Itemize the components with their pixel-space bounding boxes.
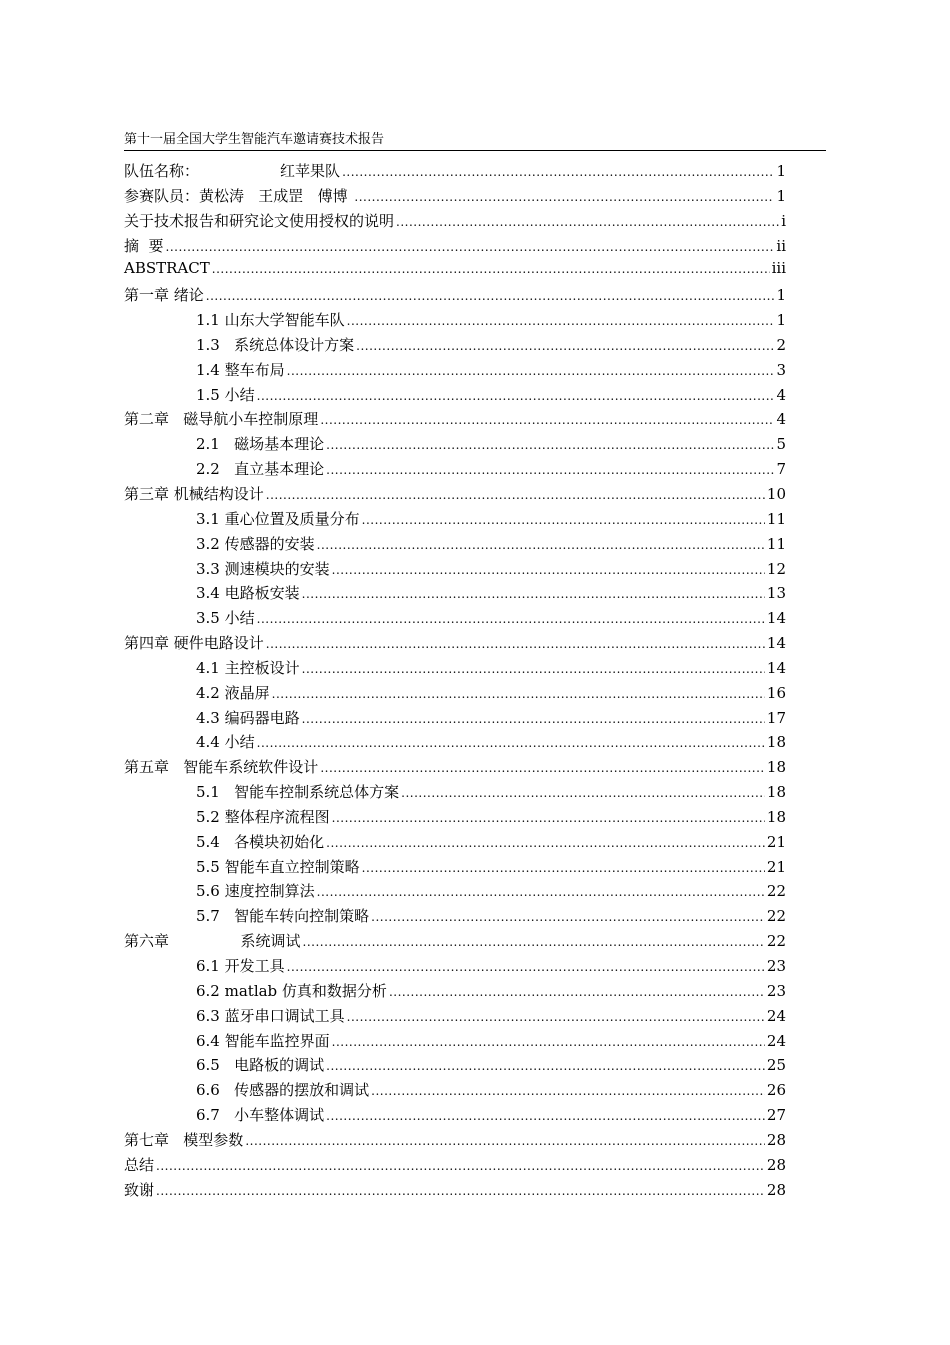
toc-entry-title: 6.2 matlab 仿真和数据分析: [196, 981, 387, 1000]
toc-entry-title: 6.3 蓝牙串口调试工具: [196, 1006, 345, 1025]
toc-entry-title: 2.2 直立基本理论: [196, 460, 325, 479]
toc-entry-title: ABSTRACT: [124, 259, 210, 278]
toc-dot-leader: [326, 1059, 765, 1073]
toc-chapter-entry[interactable]: [124, 632, 786, 657]
toc-entry-title: 致谢: [124, 1180, 155, 1199]
toc-chapter-entry[interactable]: [124, 160, 786, 185]
toc-dot-leader: [317, 538, 765, 552]
toc-section-entry[interactable]: [124, 309, 786, 334]
toc-dot-leader: [332, 811, 765, 825]
toc-page-number: 2: [776, 335, 786, 354]
toc-section-entry[interactable]: [124, 533, 786, 558]
toc-section-entry[interactable]: [124, 558, 786, 583]
toc-chapter-entry[interactable]: [124, 1179, 786, 1204]
toc-dot-leader: [371, 910, 765, 924]
toc-section-entry[interactable]: [124, 384, 786, 409]
toc-page-number: 11: [766, 534, 786, 553]
toc-section-entry[interactable]: [124, 582, 786, 607]
toc-entry-title: 4.3 编码器电路: [196, 708, 300, 727]
toc-entry-title: 第五章 智能车系统软件设计: [124, 758, 319, 777]
toc-entry-title: 3.3 测速模块的安装: [196, 559, 330, 578]
toc-dot-leader: [320, 413, 774, 427]
toc-section-entry[interactable]: [124, 1104, 786, 1129]
toc-entry-title: 3.5 小结: [196, 609, 255, 628]
toc-entry-title: 6.6 传感器的摆放和调试: [196, 1081, 370, 1100]
toc-dot-leader: [212, 262, 770, 276]
toc-dot-leader: [326, 836, 765, 850]
toc-entry-title: 5.1 智能车控制系统总体方案: [196, 783, 400, 802]
toc-section-entry[interactable]: [124, 880, 786, 905]
toc-dot-leader: [156, 1159, 765, 1173]
toc-page-number: 28: [766, 1130, 786, 1149]
toc-section-entry[interactable]: [124, 1030, 786, 1055]
toc-section-entry[interactable]: [124, 707, 786, 732]
toc-page-number: 18: [766, 733, 786, 752]
toc-dot-leader: [245, 1134, 765, 1148]
toc-entry-title: 5.4 各模块初始化: [196, 832, 325, 851]
toc-entry-title: 4.2 液晶屏: [196, 683, 270, 702]
toc-section-entry[interactable]: [124, 607, 786, 632]
toc-page-number: 28: [766, 1180, 786, 1199]
toc-dot-leader: [326, 463, 774, 477]
toc-page-number: 3: [776, 360, 786, 379]
toc-section-entry[interactable]: [124, 955, 786, 980]
toc-page-number: 16: [766, 683, 786, 702]
toc-entry-title: 4.4 小结: [196, 733, 255, 752]
toc-page-number: 24: [766, 1006, 786, 1025]
toc-section-entry[interactable]: [124, 682, 786, 707]
toc-section-entry[interactable]: [124, 781, 786, 806]
toc-chapter-entry[interactable]: [124, 408, 786, 433]
toc-entry-title: 6.5 电路板的调试: [196, 1056, 325, 1075]
toc-dot-leader: [156, 1184, 765, 1198]
toc-section-entry[interactable]: [124, 1054, 786, 1079]
toc-entry-title: 5.2 整体程序流程图: [196, 807, 330, 826]
toc-entry-title: 关于技术报告和研究论文使用授权的说明: [124, 211, 395, 230]
toc-page-number: 21: [766, 832, 786, 851]
toc-page-number: 18: [766, 758, 786, 777]
toc-entry-title: 6.1 开发工具: [196, 957, 285, 975]
toc-page-number: 23: [766, 981, 786, 1000]
toc-dot-leader: [257, 389, 775, 403]
toc-page-number: 11: [766, 509, 786, 528]
toc-dot-leader: [257, 736, 765, 750]
toc-entry-title: 3.2 传感器的安装: [196, 534, 315, 553]
toc-dot-leader: [257, 612, 765, 626]
toc-dot-leader: [371, 1084, 765, 1098]
toc-dot-leader: [396, 215, 779, 229]
toc-entry-title: 第四章 硬件电路设计: [124, 634, 264, 653]
toc-page-number: 4: [776, 385, 786, 404]
toc-page-number: ii: [776, 236, 786, 255]
toc-page-number: 25: [766, 1056, 786, 1075]
toc-page-number: 24: [766, 1031, 786, 1050]
toc-entry-title: 5.7 智能车转向控制策略: [196, 907, 370, 926]
toc-entry-title: 3.4 电路板安装: [196, 584, 300, 603]
toc-dot-leader: [266, 637, 765, 651]
toc-chapter-entry[interactable]: [124, 1154, 786, 1179]
toc-section-entry[interactable]: [124, 359, 786, 384]
toc-section-entry[interactable]: [124, 1005, 786, 1030]
toc-dot-leader: [287, 364, 775, 378]
toc-entry-title: 参赛队员：黄松涛 王成罡 傅博: [124, 186, 353, 205]
toc-page-number: 22: [766, 882, 786, 901]
toc-dot-leader: [326, 438, 774, 452]
toc-entry-title: 4.1 主控板设计: [196, 658, 300, 677]
toc-entry-title: 第七章 模型参数: [124, 1130, 244, 1149]
toc-page-number: 22: [766, 932, 786, 951]
toc-dot-leader: [266, 488, 765, 502]
toc-page-number: 27: [766, 1106, 786, 1125]
toc-entry-title: 1.4 整车布局: [196, 360, 285, 379]
toc-dot-leader: [287, 960, 765, 974]
toc-dot-leader: [347, 314, 775, 328]
toc-dot-leader: [332, 1035, 765, 1049]
page-header: 第十一届全国大学生智能汽车邀请赛技术报告: [124, 132, 826, 151]
toc-page-number: 28: [766, 1155, 786, 1174]
toc-section-entry[interactable]: [124, 1079, 786, 1104]
toc-page-number: 14: [766, 609, 786, 628]
toc-page-number: 1: [776, 311, 786, 330]
toc-entry-title: 第六章 系统调试: [124, 932, 301, 951]
toc-dot-leader: [342, 165, 774, 179]
toc-page-number: 14: [766, 634, 786, 653]
toc-chapter-entry[interactable]: [124, 756, 786, 781]
toc-dot-leader: [302, 662, 765, 676]
toc-dot-leader: [302, 587, 765, 601]
toc-chapter-entry[interactable]: [124, 235, 786, 260]
toc-page-number: 1: [776, 162, 786, 180]
toc-entry-title: 队伍名称： 红苹果队: [124, 162, 341, 180]
toc-section-entry[interactable]: [124, 508, 786, 533]
toc-page-number: 22: [766, 907, 786, 926]
toc-section-entry[interactable]: [124, 458, 786, 483]
toc-entry-title: 第二章 磁导航小车控制原理: [124, 410, 319, 429]
toc-entry-title: 6.4 智能车监控界面: [196, 1031, 330, 1050]
toc-page-number: 1: [776, 186, 786, 205]
toc-section-entry[interactable]: [124, 980, 786, 1005]
toc-section-entry[interactable]: [124, 657, 786, 682]
toc-page-number: 23: [766, 957, 786, 975]
toc-page-number: 5: [776, 435, 786, 454]
toc-dot-leader: [272, 687, 765, 701]
toc-entry-title: 3.1 重心位置及质量分布: [196, 509, 360, 528]
toc-entry-title: 1.3 系统总体设计方案: [196, 335, 355, 354]
toc-section-entry[interactable]: [124, 831, 786, 856]
toc-entry-title: 1.5 小结: [196, 385, 255, 404]
toc-entry-title: 第三章 机械结构设计: [124, 484, 264, 503]
toc-dot-leader: [362, 513, 765, 527]
toc-entry-title: 2.1 磁场基本理论: [196, 435, 325, 454]
toc-page-number: 17: [766, 708, 786, 727]
toc-dot-leader: [332, 563, 765, 577]
toc-entry-title: 摘 要: [124, 236, 164, 255]
toc-dot-leader: [206, 289, 775, 303]
table-of-contents: [124, 160, 786, 1203]
toc-page-number: 1: [776, 286, 786, 305]
toc-entry-title: 1.1 山东大学智能车队: [196, 311, 345, 330]
toc-dot-leader: [317, 885, 765, 899]
toc-page-number: i: [781, 211, 786, 230]
toc-section-entry[interactable]: [124, 856, 786, 881]
toc-page-number: 21: [766, 857, 786, 876]
toc-chapter-entry[interactable]: [124, 1129, 786, 1154]
toc-dot-leader: [356, 339, 774, 353]
toc-entry-title: 5.6 速度控制算法: [196, 882, 315, 901]
toc-section-entry[interactable]: [124, 905, 786, 930]
toc-dot-leader: [302, 712, 765, 726]
toc-page-number: 14: [766, 658, 786, 677]
toc-dot-leader: [401, 786, 765, 800]
toc-page-number: 13: [766, 584, 786, 603]
toc-page-number: 18: [766, 783, 786, 802]
toc-entry-title: 第一章 绪论: [124, 286, 204, 305]
toc-dot-leader: [326, 1109, 765, 1123]
toc-page-number: 12: [766, 559, 786, 578]
toc-chapter-entry[interactable]: [124, 259, 786, 284]
toc-page-number: 18: [766, 807, 786, 826]
toc-entry-title: 5.5 智能车直立控制策略: [196, 857, 360, 876]
toc-chapter-entry[interactable]: [124, 210, 786, 235]
toc-page-number: 10: [766, 484, 786, 503]
toc-entry-title: 6.7 小车整体调试: [196, 1106, 325, 1125]
toc-chapter-entry[interactable]: [124, 930, 786, 955]
toc-chapter-entry[interactable]: [124, 185, 786, 210]
toc-page-number: 4: [776, 410, 786, 429]
toc-dot-leader: [303, 935, 765, 949]
toc-dot-leader: [320, 761, 765, 775]
toc-section-entry[interactable]: [124, 334, 786, 359]
toc-page-number: 26: [766, 1081, 786, 1100]
toc-dot-leader: [347, 1010, 765, 1024]
toc-page-number: iii: [771, 259, 786, 278]
toc-section-entry[interactable]: [124, 433, 786, 458]
toc-chapter-entry[interactable]: [124, 284, 786, 309]
toc-chapter-entry[interactable]: [124, 483, 786, 508]
toc-section-entry[interactable]: [124, 731, 786, 756]
toc-page-number: 7: [776, 460, 786, 479]
toc-section-entry[interactable]: [124, 806, 786, 831]
toc-dot-leader: [166, 240, 775, 254]
toc-dot-leader: [354, 190, 774, 204]
toc-dot-leader: [362, 861, 765, 875]
toc-entry-title: 总结: [124, 1155, 155, 1174]
toc-dot-leader: [389, 985, 765, 999]
